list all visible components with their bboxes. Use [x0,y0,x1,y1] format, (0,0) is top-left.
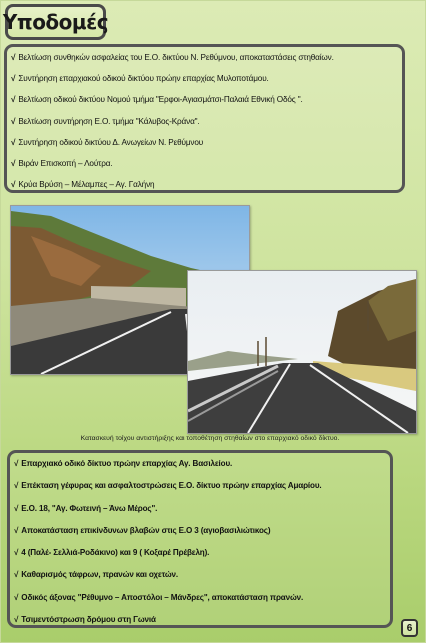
list-item [11,153,398,174]
list-item [14,520,386,542]
projects-list-2 [14,453,386,631]
list-item [14,542,386,564]
check-mark-icon: √ [14,503,19,513]
list-item-text: Βελτίωση συντήρηση Ε.Ο. τμήμα "Κάλυβος-Κράνα". [18,116,200,126]
check-mark-icon: √ [14,615,19,625]
list-item-text: 4 (Παλέ- Σελλιά-Ροδάκινο) και 9 ( Κοξαρέ Πρέβελη). [21,548,210,558]
list-item-text: Συντήρηση οδικού δικτύου Δ. Ανωγείων Ν. Ρεθύμνου [18,137,204,147]
projects-list-box-1 [4,44,405,193]
list-item [14,564,386,586]
list-item-text: Αποκατάσταση επικίνδυνων βλαβών στις Ε.Ο 3 (αγιοβασιλιώτικος) [21,525,271,535]
list-item-text: Οδικός άξονας "Ρέθυμνο – Αποστόλοι – Μάνδρες", αποκατάσταση πρανών. [21,592,304,602]
list-item-text: Ε.Ο. 18, "Αγ. Φωτεινή – Άνω Μέρος". [21,503,158,513]
check-mark-icon: √ [14,592,19,602]
projects-list-1 [11,47,398,195]
list-item-text: Βιράν Επισκοπή – Λούτρα. [18,158,113,168]
check-mark-icon: √ [11,53,16,62]
list-item-text: Επέκταση γέφυρας και ασφαλτοστρώσεις Ε.Ο. δίκτυο πρώην επαρχίας Αμαρίου. [21,481,322,491]
projects-list-box-2 [7,450,393,628]
road-photo-2-image [188,271,416,433]
list-item [14,587,386,609]
list-item [11,111,398,132]
check-mark-icon: √ [11,180,16,190]
page-title: Υποδομές [2,10,109,34]
list-item-text: Βελτίωση οδικού δικτύου Νομού τμήμα "Ερφοι-Αγιασμάτσι-Παλαιά Εθνική Οδός ". [18,95,303,105]
check-mark-icon: √ [11,158,16,168]
list-item-text: Καθαρισμός τάφρων, πρανών και οχετών. [21,570,178,580]
list-item [11,174,398,195]
list-item [14,609,386,631]
page-number: 6 [401,619,418,637]
check-mark-icon: √ [11,116,16,126]
list-item [11,132,398,153]
list-item-text: Επαρχιακό οδικό δίκτυο πρώην επαρχίας Αγ. Βασιλείου. [21,459,233,468]
list-item [11,68,398,89]
guardrail-road-photo [187,270,417,434]
title-box [2,4,109,40]
check-mark-icon: √ [11,95,16,105]
photo-caption: Κατασκευή τοίχου αντιστήριξης και τοποθέτηση στηθαίων στο επαρχιακό οδικό δίκτυο. [80,435,340,442]
check-mark-icon: √ [14,459,19,468]
list-item [14,453,386,475]
check-mark-icon: √ [11,74,16,84]
list-item [11,89,398,110]
check-mark-icon: √ [11,137,16,147]
list-item-text: Συντήρηση επαρχιακού οδικού δικτύου πρώην επαρχίας Μυλοποτάμου. [18,74,269,84]
check-mark-icon: √ [14,481,19,491]
check-mark-icon: √ [14,525,19,535]
list-item [14,498,386,520]
list-item-text: Βελτίωση συνθηκών ασφαλείας του Ε.Ο. δικτύου Ν. Ρεθύμνου, αποκαταστάσεις στηθαίων. [18,53,334,62]
check-mark-icon: √ [14,548,19,558]
list-item [11,47,398,68]
check-mark-icon: √ [14,570,19,580]
list-item [14,475,386,497]
list-item-text: Τσιμεντόστρωση δρόμου στη Γωνιά [21,615,156,625]
list-item-text: Κρύα Βρύση – Μέλαμπες – Αγ. Γαλήνη [18,180,155,190]
